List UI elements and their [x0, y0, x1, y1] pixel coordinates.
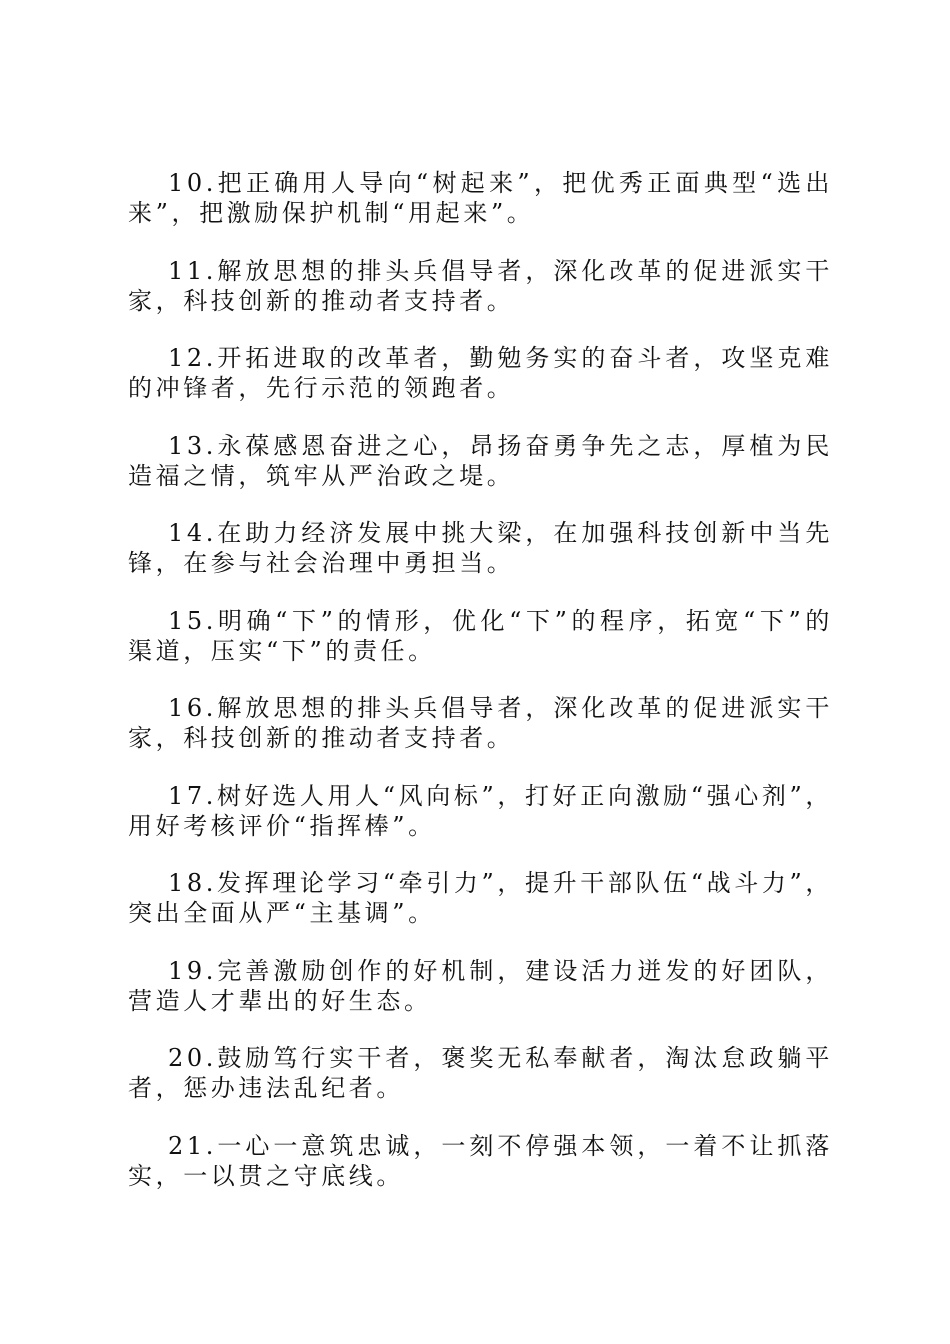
- paragraph-17: 17.树好选人用人“风向标”，打好正向激励“强心剂”，用好考核评价“指挥棒”。: [128, 781, 833, 840]
- paragraph-21: 21.一心一意筑忠诚，一刻不停强本领，一着不让抓落实，一以贯之守底线。: [128, 1131, 833, 1190]
- paragraph-13: 13.永葆感恩奋进之心，昂扬奋勇争先之志，厚植为民造福之情，筑牢从严治政之堤。: [128, 431, 833, 490]
- paragraph-12: 12.开拓进取的改革者，勤勉务实的奋斗者，攻坚克难的冲锋者，先行示范的领跑者。: [128, 344, 833, 402]
- paragraph-20: 20.鼓励笃行实干者，褒奖无私奉献者，淘汰怠政躺平者，惩办违法乱纪者。: [128, 1044, 833, 1102]
- paragraph-10: 10.把正确用人导向“树起来”，把优秀正面典型“选出来”，把激励保护机制“用起来”。: [128, 169, 833, 227]
- document-body: [128, 168, 833, 1218]
- paragraph-19: 19.完善激励创作的好机制，建设活力迸发的好团队，营造人才辈出的好生态。: [128, 956, 833, 1015]
- paragraph-11: 11.解放思想的排头兵倡导者，深化改革的促进派实干家，科技创新的推动者支持者。: [128, 256, 833, 315]
- paragraph-18: 18.发挥理论学习“牵引力”，提升干部队伍“战斗力”，突出全面从严“主基调”。: [128, 869, 833, 927]
- paragraph-16: 16.解放思想的排头兵倡导者，深化改革的促进派实干家，科技创新的推动者支持者。: [128, 694, 833, 752]
- paragraph-15: 15.明确“下”的情形，优化“下”的程序，拓宽“下”的渠道，压实“下”的责任。: [128, 606, 833, 665]
- paragraph-14: 14.在助力经济发展中挑大梁，在加强科技创新中当先锋，在参与社会治理中勇担当。: [128, 519, 833, 577]
